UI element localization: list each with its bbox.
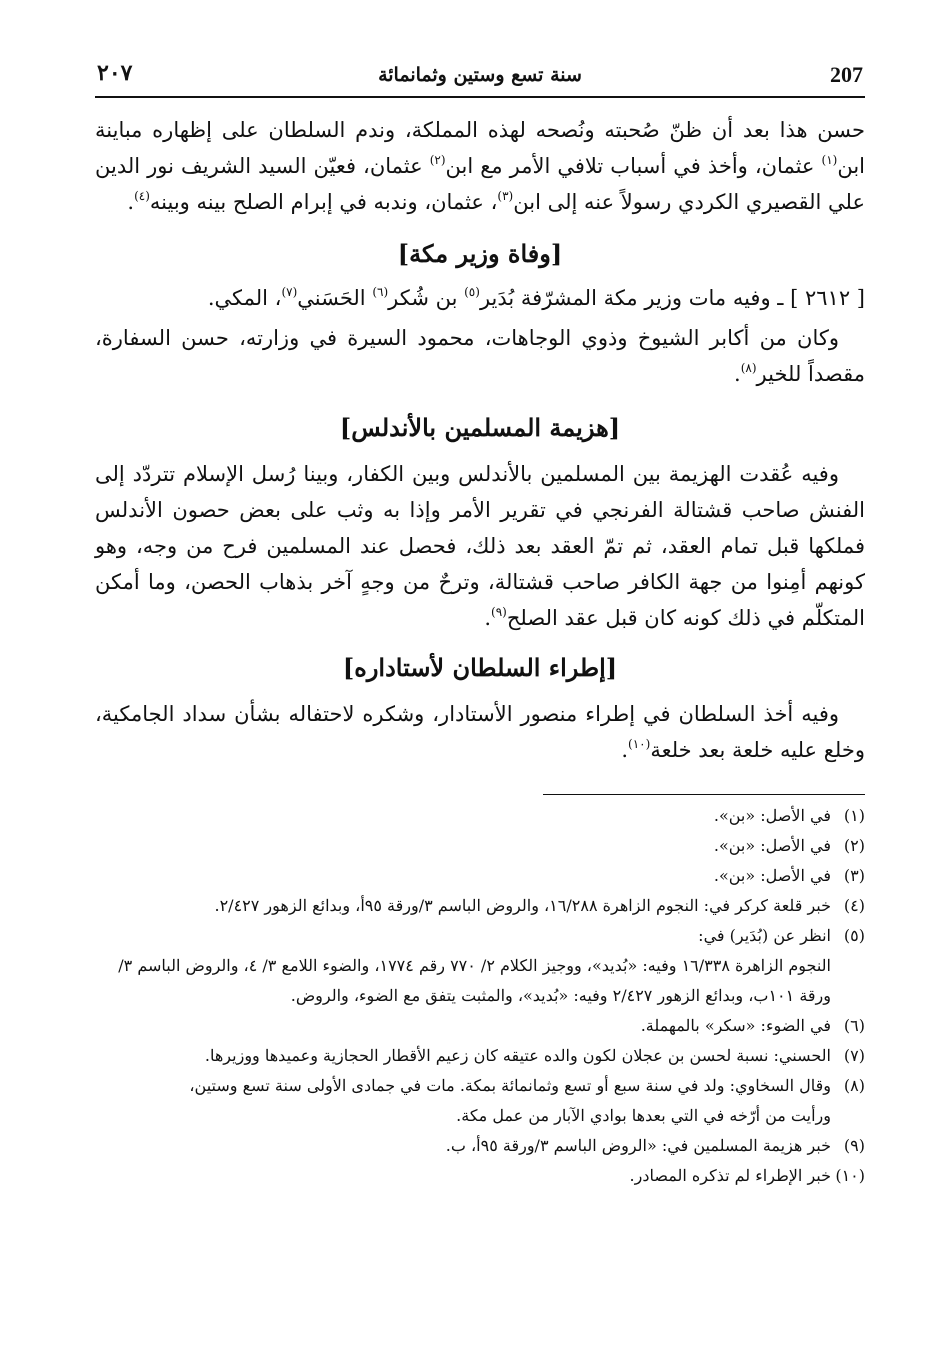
- footnote-number: (٨): [843, 1076, 865, 1095]
- text-run: .: [734, 362, 741, 386]
- text-run: الحَسَني: [297, 286, 373, 310]
- text-run: وفيه عُقدت الهزيمة بين المسلمين بالأندلس وبين الكفار، وبينا رُسل الإسلام تتردّد إلى الفنش صاحب قشتالة الفرنجي في تقرير الأمر وإذا به وثب على بعض حصون الأندلس فملكها قبل تمام العقد، ثم تمّ العقد بعد ذلك، فحصل عند المسلمين فرح من وجه، وهو كونهم أمِنوا من جهة الكافر صاحب قشتالة، وترحٌ من وجهٍ آخر بذهاب الحصن، وما أمكن المتكلّم في ذلك كونه كان قبل عقد الصلح: [95, 462, 865, 630]
- footnote-text: خبر الإطراء لم تذكره المصادر.: [629, 1166, 831, 1185]
- text-run: .: [484, 606, 492, 630]
- text-run: وفيه أخذ السلطان في إطراء منصور الأستادار، وشكره لاحتفاله بشأن سداد الجامكية، وخلع عليه خلعة بعد خلعة: [95, 702, 865, 762]
- footnote-text: خبر هزيمة المسلمين في: «الروض الباسم ٣/ورقة ٩٥أ، ب.: [445, 1136, 831, 1155]
- footnote-text: وقال السخاوي: ولد في سنة سبع أو تسع وثمانمائة بمكة. مات في جمادى الأولى سنة تسع وستين،: [189, 1076, 831, 1095]
- footnote-number: (٢): [843, 836, 865, 855]
- section-heading-vizier-death: [وفاة وزير مكة]: [397, 239, 563, 268]
- footnote-item: [95, 921, 865, 951]
- footnote-item: [95, 1011, 865, 1041]
- footnotes: [95, 801, 865, 1191]
- footnote-continuation: ورأيت من أرّخه في التي بعدها بوادي الآبار من عمل مكة.: [456, 1106, 831, 1125]
- text-run: ، عثمان، وندبه في إبرام الصلح بينه وبينه: [149, 190, 498, 214]
- footnote-item: [95, 861, 865, 891]
- footnote-number: (٩): [843, 1136, 865, 1155]
- footnote-item: [95, 1161, 865, 1191]
- text-run: حسن هذا بعد أن ظنّ صُحبته ونُصحه لهذه المملكة، وندم السلطان على إظهاره مباينة ابن: [95, 118, 865, 178]
- footnote-number: (٤): [843, 896, 865, 915]
- footnote-item: [95, 1071, 865, 1101]
- footnote-number: (٥): [843, 926, 865, 945]
- vizier-description-paragraph: [95, 320, 865, 392]
- footnote-item: [95, 831, 865, 861]
- footnote-text: في الأصل: «بن».: [713, 836, 831, 855]
- footnote-item: [95, 1041, 865, 1071]
- andalus-paragraph: [95, 456, 865, 636]
- footnote-ref-4: (٤): [134, 189, 150, 203]
- text-run: بن شُكر: [388, 286, 465, 310]
- footnote-text: في الأصل: «بن».: [713, 806, 831, 825]
- text-run: عثمان، وأخذ في أسباب تلافي الأمر مع ابن: [445, 154, 822, 178]
- footnote-text: انظر عن (بُدَير) في:: [698, 926, 831, 945]
- page-number-latin: 207: [830, 62, 863, 87]
- footnote-separator: [543, 794, 865, 795]
- footnote-number: (٦): [843, 1016, 865, 1035]
- footnote-ref-3: (٣): [497, 189, 514, 203]
- running-title: سنة تسع وستين وثمانمائة: [378, 64, 582, 86]
- footnote-text: خبر قلعة كركر في: النجوم الزاهرة ١٦/٢٨٨، والروض الباسم ٣/ورقة ٩٥أ، وبدائع الزهور ٢/٤٢٧.: [214, 896, 831, 915]
- footnote-ref-10: (١٠): [628, 737, 651, 751]
- main-text: [95, 112, 865, 768]
- footnote-text: في الأصل: «بن».: [713, 866, 831, 885]
- footnote-number: (٣): [843, 866, 865, 885]
- footnote-item: [95, 891, 865, 921]
- page-header: [95, 56, 865, 98]
- entry-2612-paragraph: [95, 280, 865, 316]
- footnote-item: [95, 801, 865, 831]
- footnote-text: الحسني: نسبة لحسن بن عجلان لكون والده عتيقه كان زعيم الأقطار الحجازية وعميدها ووزيرها.: [204, 1046, 831, 1065]
- section-heading-sultan-praise: [إطراء السلطان لأستاداره]: [342, 653, 618, 682]
- footnote-ref-6: (٦): [372, 285, 389, 299]
- section-heading-andalus-defeat: [هزيمة المسلمين بالأندلس]: [339, 413, 621, 442]
- text-run: .: [621, 738, 629, 762]
- footnote-continuation: النجوم الزاهرة ١٦/٣٣٨ وفيه: «بُديد»، ووجيز الكلام ٢/ ٧٧٠ رقم ١٧٧٤، والضوء اللامع ٣/ ٤، والروض الباسم ٣/ورقة ١٠١ب، وبدائع الزهور ٢/٤٢٧ وفيه: «بُديد»، والمثبت يتفق مع الضوء، والروض.: [118, 956, 831, 1005]
- footnote-ref-5: (٥): [464, 285, 480, 299]
- sultan-praise-paragraph: [95, 696, 865, 768]
- footnote-text: في الضوء: «سكر» بالمهملة.: [640, 1016, 831, 1035]
- footnote-number: (١٠): [835, 1166, 865, 1185]
- footnote-ref-1: (١): [821, 153, 838, 167]
- text-run: .: [127, 190, 135, 214]
- intro-paragraph: [95, 112, 865, 220]
- footnote-ref-7: (٧): [281, 285, 298, 299]
- page-number-arabic: ٢٠٧: [97, 60, 133, 86]
- page: [95, 56, 865, 1191]
- footnote-number: (١): [843, 806, 865, 825]
- footnote-number: (٧): [843, 1046, 865, 1065]
- footnote-ref-8: (٨): [740, 361, 757, 375]
- text-run: [ ٢٦١٢ ] ـ وفيه مات وزير مكة المشرّفة بُدَير: [479, 286, 865, 310]
- text-run: ، المكي.: [207, 286, 282, 310]
- footnote-ref-2: (٢): [429, 153, 446, 167]
- footnote-ref-9: (٩): [491, 605, 507, 619]
- text-run: عثمان، فعيّن السيد الشريف نور الدين علي القصيري الكردي رسولاً عنه إلى ابن: [95, 154, 865, 214]
- footnote-item: [95, 1131, 865, 1161]
- text-run: وكان من أكابر الشيوخ وذوي الوجاهات، محمود السيرة في وزارته، حسن السفارة، مقصداً للخير: [95, 326, 865, 386]
